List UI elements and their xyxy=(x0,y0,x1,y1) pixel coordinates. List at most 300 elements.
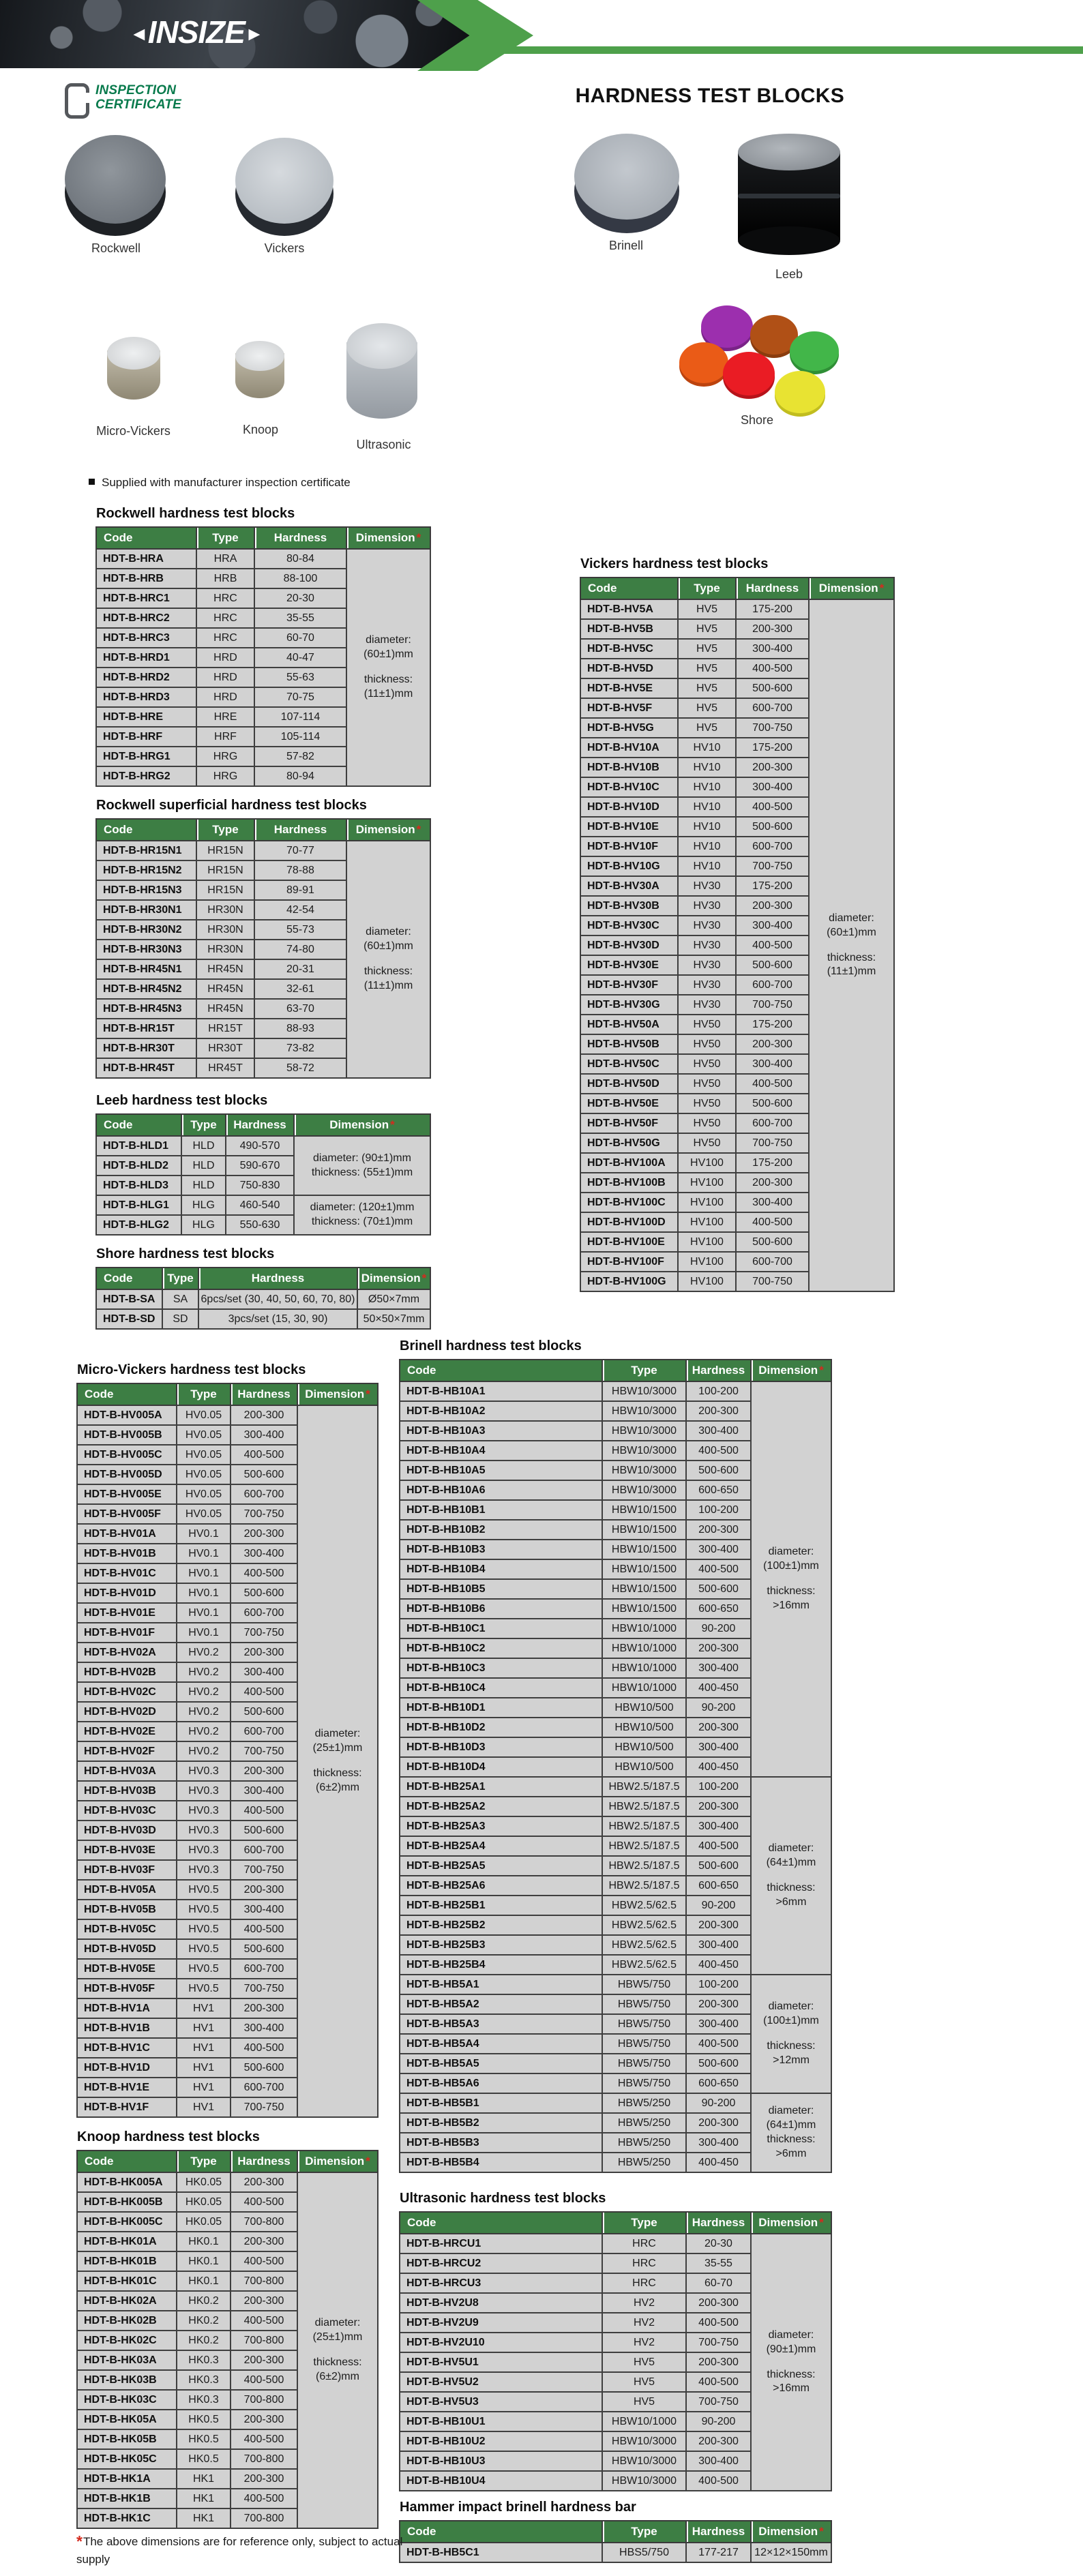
cell-type: HBW10/1500 xyxy=(602,1540,686,1559)
cell-hardness: 177-217 xyxy=(686,2543,751,2562)
cell-code: HDT-B-HB10C1 xyxy=(400,1619,602,1638)
cell-type: HV50 xyxy=(678,1094,736,1113)
cell-code: HDT-B-HV01F xyxy=(77,1623,177,1643)
cell-hardness: 175-200 xyxy=(736,876,809,896)
cell-hardness: 200-300 xyxy=(686,1401,751,1421)
table-row xyxy=(580,599,894,619)
cell-code: HDT-B-HB10B1 xyxy=(400,1500,602,1520)
cell-code: HDT-B-HV01B xyxy=(77,1544,177,1563)
cell-hardness: 70-75 xyxy=(254,687,346,707)
cell-dimension-merged: diameter: (60±1)mm thickness: (11±1)mm xyxy=(346,549,430,786)
cell-code: HDT-B-HV02E xyxy=(77,1722,177,1741)
column-header-dimension: Dimension * xyxy=(751,2212,831,2234)
cell-code: HDT-B-HR15N2 xyxy=(96,860,196,880)
cell-code: HDT-B-HV1D xyxy=(77,2058,177,2078)
cell-code: HDT-B-HV100G xyxy=(580,1272,678,1291)
cell-code: HDT-B-HV03E xyxy=(77,1840,177,1860)
cell-hardness: 55-63 xyxy=(254,668,346,687)
table-title-micro-vickers: Micro-Vickers hardness test blocks xyxy=(77,1362,306,1377)
cell-hardness: 600-650 xyxy=(686,1599,751,1619)
cell-type: HK0.05 xyxy=(177,2212,231,2232)
cell-type: HBW10/500 xyxy=(602,1718,686,1737)
cell-type: HBS5/750 xyxy=(602,2543,686,2562)
cell-hardness: 175-200 xyxy=(736,1015,809,1034)
cell-hardness: 400-500 xyxy=(231,1682,297,1702)
header-row xyxy=(96,1268,430,1289)
header-row xyxy=(400,2212,831,2234)
cell-type: HK1 xyxy=(177,2508,231,2528)
cell-code: HDT-B-HV30A xyxy=(580,876,678,896)
cell-code: HDT-B-HV02A xyxy=(77,1643,177,1662)
cell-code: HDT-B-HV05C xyxy=(77,1919,177,1939)
cell-type: HV5 xyxy=(602,2372,686,2392)
cell-type: HRC xyxy=(196,628,254,648)
cell-code: HDT-B-HLG2 xyxy=(96,1215,181,1235)
cell-hardness: 300-400 xyxy=(231,2018,297,2038)
cell-type: HV5 xyxy=(678,619,736,639)
cell-code: HDT-B-HR15N3 xyxy=(96,880,196,900)
cell-code: HDT-B-HK02B xyxy=(77,2311,177,2331)
cell-code: HDT-B-HR30T xyxy=(96,1038,196,1058)
column-header-type: Type xyxy=(678,578,736,599)
cell-type: HV30 xyxy=(678,955,736,975)
cell-hardness: 57-82 xyxy=(254,747,346,766)
header-row xyxy=(580,578,894,599)
cell-hardness: 400-500 xyxy=(231,2038,297,2058)
column-header-code: Code xyxy=(77,2151,177,2172)
cell-hardness: 700-750 xyxy=(231,1979,297,1998)
cell-type: HV5 xyxy=(602,2392,686,2412)
cell-code: HDT-B-HB25B1 xyxy=(400,1896,602,1915)
cell-hardness: 3pcs/set (15, 30, 90) xyxy=(198,1309,357,1329)
cell-hardness: 700-750 xyxy=(736,1272,809,1291)
cell-type: HV0.05 xyxy=(177,1425,231,1445)
cell-code: HDT-B-HV01A xyxy=(77,1524,177,1544)
table-section-leeb xyxy=(95,1093,430,1235)
cell-code: HDT-B-HLD3 xyxy=(96,1175,181,1195)
red-asterisk: * xyxy=(416,531,421,544)
cell-hardness: 200-300 xyxy=(231,1998,297,2018)
product-photo-brinell xyxy=(574,134,679,235)
cell-hardness: 700-800 xyxy=(231,2331,297,2350)
shore-disc-orange xyxy=(679,342,728,383)
cell-type: HV0.5 xyxy=(177,1880,231,1900)
cell-code: HDT-B-HV005B xyxy=(77,1425,177,1445)
cell-type: HV100 xyxy=(678,1272,736,1291)
cell-type: HV10 xyxy=(678,738,736,758)
product-photo-leeb xyxy=(738,134,840,258)
cell-code: HDT-B-HV50E xyxy=(580,1094,678,1113)
cell-type: HV5 xyxy=(678,678,736,698)
product-photo-rockwell xyxy=(65,135,166,237)
cell-type: HBW10/3000 xyxy=(602,2431,686,2451)
cell-code: HDT-B-HV2U10 xyxy=(400,2333,602,2352)
cell-type: HBW5/250 xyxy=(602,2093,686,2113)
data-table-micro-vickers xyxy=(76,1383,379,2118)
cell-type: HK0.5 xyxy=(177,2449,231,2469)
cell-code: HDT-B-HV05A xyxy=(77,1880,177,1900)
cell-code: HDT-B-HB5A6 xyxy=(400,2073,602,2093)
certificate-text xyxy=(95,83,181,113)
cell-code: HDT-B-HV100E xyxy=(580,1232,678,1252)
cell-hardness: 63-70 xyxy=(254,999,346,1019)
cell-type: HV5 xyxy=(678,659,736,678)
cell-hardness: 60-70 xyxy=(254,628,346,648)
cell-hardness: 500-600 xyxy=(736,955,809,975)
red-asterisk: * xyxy=(366,1388,370,1401)
cell-code: HDT-B-HK005B xyxy=(77,2192,177,2212)
cell-type: HK1 xyxy=(177,2489,231,2508)
cell-type: HV0.05 xyxy=(177,1484,231,1504)
cell-type: HV50 xyxy=(678,1034,736,1054)
cell-type: HLD xyxy=(181,1136,226,1156)
column-header-type: Type xyxy=(602,2212,686,2234)
cell-code: HDT-B-HV005D xyxy=(77,1465,177,1484)
cell-type: HBW5/750 xyxy=(602,2034,686,2054)
cell-type: HBW10/1500 xyxy=(602,1520,686,1540)
cell-type: HV5 xyxy=(678,718,736,738)
cell-hardness: 200-300 xyxy=(231,1524,297,1544)
cell-type: HR15N xyxy=(196,860,254,880)
cell-code: HDT-B-HLD2 xyxy=(96,1156,181,1175)
table-row xyxy=(400,2234,831,2253)
cell-hardness: 80-94 xyxy=(254,766,346,786)
cell-code: HDT-B-HR15T xyxy=(96,1019,196,1038)
column-header-dimension: Dimension * xyxy=(751,2521,831,2543)
cell-code: HDT-B-HRG1 xyxy=(96,747,196,766)
cell-type: HV50 xyxy=(678,1133,736,1153)
cell-type: HBW2.5/62.5 xyxy=(602,1915,686,1935)
cell-hardness: 175-200 xyxy=(736,1153,809,1173)
cell-hardness: 200-300 xyxy=(686,1994,751,2014)
cell-code: HDT-B-HK01B xyxy=(77,2251,177,2271)
cell-code: HDT-B-HV03A xyxy=(77,1761,177,1781)
cell-hardness: 700-750 xyxy=(736,718,809,738)
cell-code: HDT-B-HK1C xyxy=(77,2508,177,2528)
cell-type: HV0.5 xyxy=(177,1939,231,1959)
table-row xyxy=(400,2543,831,2562)
cell-type: HV0.3 xyxy=(177,1761,231,1781)
cell-code: HDT-B-HV50C xyxy=(580,1054,678,1074)
cell-hardness: 105-114 xyxy=(254,727,346,747)
shore-disc-yellow xyxy=(775,371,825,413)
cell-type: HV1 xyxy=(177,2078,231,2097)
cell-type: HBW10/3000 xyxy=(602,1421,686,1441)
table-section-ultrasonic xyxy=(399,2191,831,2491)
cell-hardness: 88-93 xyxy=(254,1019,346,1038)
cell-dimension-merged: diameter: (100±1)mm thickness: >12mm xyxy=(751,1975,831,2093)
column-header-code: Code xyxy=(96,1114,181,1136)
cell-hardness: 200-300 xyxy=(686,1520,751,1540)
cell-hardness: 500-600 xyxy=(231,1465,297,1484)
cell-type: HBW10/1000 xyxy=(602,1678,686,1698)
cell-code: HDT-B-HV50G xyxy=(580,1133,678,1153)
cell-type: HV0.5 xyxy=(177,1979,231,1998)
cell-type: HR30N xyxy=(196,940,254,959)
cell-hardness: 200-300 xyxy=(231,1761,297,1781)
cell-hardness: 200-300 xyxy=(231,2350,297,2370)
cell-hardness: 200-300 xyxy=(231,2232,297,2251)
cell-hardness: 600-700 xyxy=(736,698,809,718)
cell-code: HDT-B-HV5U2 xyxy=(400,2372,602,2392)
column-header-code: Code xyxy=(96,819,196,841)
cell-code: HDT-B-HV5A xyxy=(580,599,678,619)
cell-code: HDT-B-HB10C3 xyxy=(400,1658,602,1678)
cell-type: SD xyxy=(162,1309,198,1329)
cell-type: HBW10/1000 xyxy=(602,1638,686,1658)
cell-hardness: 750-830 xyxy=(226,1175,294,1195)
data-table-rockwell xyxy=(95,526,431,787)
cell-type: HBW10/3000 xyxy=(602,1381,686,1401)
cell-code: HDT-B-HB10U1 xyxy=(400,2412,602,2431)
cell-type: HV10 xyxy=(678,856,736,876)
cell-hardness: 200-300 xyxy=(686,1718,751,1737)
cell-code: HDT-B-HRCU3 xyxy=(400,2273,602,2293)
cell-code: HDT-B-HV10D xyxy=(580,797,678,817)
cell-type: HRD xyxy=(196,687,254,707)
cell-code: HDT-B-HV100B xyxy=(580,1173,678,1193)
cell-type: HV0.2 xyxy=(177,1722,231,1741)
cell-hardness: 300-400 xyxy=(231,1662,297,1682)
cell-type: HR15N xyxy=(196,880,254,900)
cell-type: HLG xyxy=(181,1195,226,1215)
cell-hardness: 700-750 xyxy=(231,1741,297,1761)
cell-code: HDT-B-HRC1 xyxy=(96,588,196,608)
cell-code: HDT-B-HR45T xyxy=(96,1058,196,1078)
cell-type: HBW10/1000 xyxy=(602,2412,686,2431)
cell-hardness: 200-300 xyxy=(736,1034,809,1054)
table-section-vickers xyxy=(580,556,893,1292)
cell-type: HV0.2 xyxy=(177,1741,231,1761)
cell-hardness: 700-750 xyxy=(686,2333,751,2352)
cell-type: HBW5/250 xyxy=(602,2133,686,2153)
cell-code: HDT-B-HV01E xyxy=(77,1603,177,1623)
cell-dimension-merged: diameter: (100±1)mm thickness: >16mm xyxy=(751,1381,831,1777)
cell-hardness: 20-31 xyxy=(254,959,346,979)
cell-hardness: 400-500 xyxy=(736,1074,809,1094)
cell-hardness: 100-200 xyxy=(686,1381,751,1401)
cell-hardness: 600-650 xyxy=(686,2073,751,2093)
cell-code: HDT-B-HK01C xyxy=(77,2271,177,2291)
cell-code: HDT-B-HB10B6 xyxy=(400,1599,602,1619)
cell-code: HDT-B-HV30E xyxy=(580,955,678,975)
cell-code: HDT-B-HB25A5 xyxy=(400,1856,602,1876)
red-asterisk: * xyxy=(366,2155,370,2168)
cell-hardness: 175-200 xyxy=(736,599,809,619)
cell-code: HDT-B-HRE xyxy=(96,707,196,727)
cell-code: HDT-B-HV1B xyxy=(77,2018,177,2038)
cell-code: HDT-B-HV005C xyxy=(77,1445,177,1465)
cell-hardness: 500-600 xyxy=(736,817,809,837)
product-label-leeb: Leeb xyxy=(775,267,803,281)
cell-code: HDT-B-HRD2 xyxy=(96,668,196,687)
cell-type: HV30 xyxy=(678,995,736,1015)
cell-hardness: 300-400 xyxy=(686,2133,751,2153)
header-row xyxy=(96,819,430,841)
cell-type: HK0.05 xyxy=(177,2192,231,2212)
table-title-shore: Shore hardness test blocks xyxy=(96,1246,275,1261)
cell-type: HV100 xyxy=(678,1232,736,1252)
cell-type: HV1 xyxy=(177,2058,231,2078)
cell-type: HBW10/500 xyxy=(602,1698,686,1718)
cell-code: HDT-B-HK005A xyxy=(77,2172,177,2192)
column-header-dimension: Dimension * xyxy=(297,1383,378,1405)
cell-type: HV0.05 xyxy=(177,1504,231,1524)
cell-hardness: 700-750 xyxy=(231,1504,297,1524)
cell-hardness: 20-30 xyxy=(254,588,346,608)
product-label-vickers: Vickers xyxy=(264,241,305,255)
table-title-hammer: Hammer impact brinell hardness bar xyxy=(400,2500,636,2515)
cell-type: HV0.1 xyxy=(177,1524,231,1544)
cell-type: HRC xyxy=(602,2273,686,2293)
cell-hardness: 400-450 xyxy=(686,2153,751,2172)
cell-hardness: 60-70 xyxy=(686,2273,751,2293)
cell-hardness: 100-200 xyxy=(686,1777,751,1797)
cell-hardness: 500-600 xyxy=(686,1579,751,1599)
cell-hardness: 300-400 xyxy=(686,1658,751,1678)
cell-type: HV10 xyxy=(678,817,736,837)
cell-type: HR30N xyxy=(196,920,254,940)
cell-type: HBW10/500 xyxy=(602,1757,686,1777)
cell-hardness: 700-800 xyxy=(231,2212,297,2232)
cell-hardness: 500-600 xyxy=(231,1939,297,1959)
cell-type: HV2 xyxy=(602,2293,686,2313)
cell-code: HDT-B-HV1F xyxy=(77,2097,177,2117)
cell-type: HV10 xyxy=(678,797,736,817)
cell-hardness: 500-600 xyxy=(736,678,809,698)
cell-dimension-merged: diameter: (64±1)mm thickness: >6mm xyxy=(751,1777,831,1975)
cell-hardness: 55-73 xyxy=(254,920,346,940)
product-label-brinell: Brinell xyxy=(608,239,644,252)
cell-hardness: 42-54 xyxy=(254,900,346,920)
cell-type: HLD xyxy=(181,1175,226,1195)
cell-type: HBW10/1500 xyxy=(602,1579,686,1599)
product-photo-vickers xyxy=(235,138,333,237)
product-label-knoop: Knoop xyxy=(242,423,279,436)
cell-code: HDT-B-HB10B3 xyxy=(400,1540,602,1559)
cell-type: HV0.5 xyxy=(177,1959,231,1979)
data-table-knoop xyxy=(76,2150,379,2529)
cell-hardness: 200-300 xyxy=(736,1173,809,1193)
cell-code: HDT-B-HV05D xyxy=(77,1939,177,1959)
cell-type: HBW2.5/187.5 xyxy=(602,1856,686,1876)
column-header-hardness: Hardness xyxy=(686,2212,751,2234)
cell-hardness: 600-650 xyxy=(686,1876,751,1896)
cell-code: HDT-B-HB5B4 xyxy=(400,2153,602,2172)
table-row xyxy=(96,841,430,860)
cell-code: HDT-B-HV005A xyxy=(77,1405,177,1425)
cell-hardness: 600-700 xyxy=(736,837,809,856)
column-header-dimension: Dimension * xyxy=(751,1360,831,1381)
cell-type: HV0.05 xyxy=(177,1445,231,1465)
table-row xyxy=(77,2172,378,2192)
cell-code: HDT-B-HB10U2 xyxy=(400,2431,602,2451)
cell-code: HDT-B-HB10B5 xyxy=(400,1579,602,1599)
cell-hardness: 200-300 xyxy=(736,758,809,777)
cell-type: SA xyxy=(162,1289,198,1309)
cell-hardness: 200-300 xyxy=(686,1638,751,1658)
cell-type: HV0.3 xyxy=(177,1840,231,1860)
cell-code: HDT-B-HB25A4 xyxy=(400,1836,602,1856)
shore-disc-red xyxy=(723,352,775,395)
table-section-knoop xyxy=(76,2129,377,2529)
cell-hardness: 400-500 xyxy=(231,2489,297,2508)
cell-code: HDT-B-HV02B xyxy=(77,1662,177,1682)
cell-type: HR45N xyxy=(196,999,254,1019)
cell-hardness: 200-300 xyxy=(686,1797,751,1816)
cell-hardness: 700-750 xyxy=(736,856,809,876)
cell-type: HRC xyxy=(602,2253,686,2273)
data-table-shore xyxy=(95,1267,431,1330)
cell-code: HDT-B-SA xyxy=(96,1289,162,1309)
cell-code: HDT-B-HR45N1 xyxy=(96,959,196,979)
red-asterisk: * xyxy=(879,582,885,595)
cell-hardness: 300-400 xyxy=(736,1193,809,1212)
table-section-rockwell xyxy=(95,506,430,787)
cell-type: HR30T xyxy=(196,1038,254,1058)
cell-hardness: 300-400 xyxy=(736,916,809,935)
cell-hardness: 200-300 xyxy=(736,896,809,916)
cell-code: HDT-B-HV5E xyxy=(580,678,678,698)
cell-type: HBW10/3000 xyxy=(602,1401,686,1421)
cell-hardness: 200-300 xyxy=(231,1880,297,1900)
header-row xyxy=(400,2521,831,2543)
cell-type: HR30N xyxy=(196,900,254,920)
cell-code: HDT-B-HK1B xyxy=(77,2489,177,2508)
column-header-dimension: Dimension * xyxy=(297,2151,378,2172)
cell-type: HV1 xyxy=(177,2097,231,2117)
cell-hardness: 500-600 xyxy=(686,2054,751,2073)
cell-code: HDT-B-HRCU1 xyxy=(400,2234,602,2253)
cell-code: HDT-B-HV5B xyxy=(580,619,678,639)
cell-code: HDT-B-HB5A1 xyxy=(400,1975,602,1994)
cell-hardness: 400-500 xyxy=(686,1559,751,1579)
cell-hardness: 400-450 xyxy=(686,1678,751,1698)
cell-type: HV50 xyxy=(678,1054,736,1074)
cell-type: HLG xyxy=(181,1215,226,1235)
column-header-dimension: Dimension * xyxy=(294,1114,430,1136)
table-section-brinell xyxy=(399,1338,831,2173)
cell-hardness: 300-400 xyxy=(231,1425,297,1445)
cell-hardness: 400-500 xyxy=(686,1836,751,1856)
cell-hardness: 400-500 xyxy=(231,1563,297,1583)
dimension-footnote xyxy=(76,2531,404,2568)
cell-hardness: 400-500 xyxy=(686,2471,751,2491)
data-table-vickers xyxy=(580,577,895,1292)
cell-type: HLD xyxy=(181,1156,226,1175)
table-row xyxy=(400,1381,831,1401)
cell-code: HDT-B-HV100A xyxy=(580,1153,678,1173)
cell-code: HDT-B-HB10A6 xyxy=(400,1480,602,1500)
cell-hardness: 200-300 xyxy=(686,1915,751,1935)
cell-code: HDT-B-HB5A3 xyxy=(400,2014,602,2034)
cell-hardness: 300-400 xyxy=(736,777,809,797)
cell-type: HK0.3 xyxy=(177,2390,231,2410)
cell-hardness: 88-100 xyxy=(254,569,346,588)
table-row xyxy=(96,549,430,569)
cell-code: HDT-B-HB5B1 xyxy=(400,2093,602,2113)
cell-code: HDT-B-HV100D xyxy=(580,1212,678,1232)
cell-code: HDT-B-HV10A xyxy=(580,738,678,758)
cell-code: HDT-B-HB25B2 xyxy=(400,1915,602,1935)
column-header-hardness: Hardness xyxy=(254,527,346,549)
cell-type: HV30 xyxy=(678,975,736,995)
cell-code: HDT-B-HV30F xyxy=(580,975,678,995)
cell-hardness: 700-750 xyxy=(736,995,809,1015)
cell-type: HV0.5 xyxy=(177,1900,231,1919)
cell-type: HV0.2 xyxy=(177,1662,231,1682)
cell-code: HDT-B-HV01C xyxy=(77,1563,177,1583)
